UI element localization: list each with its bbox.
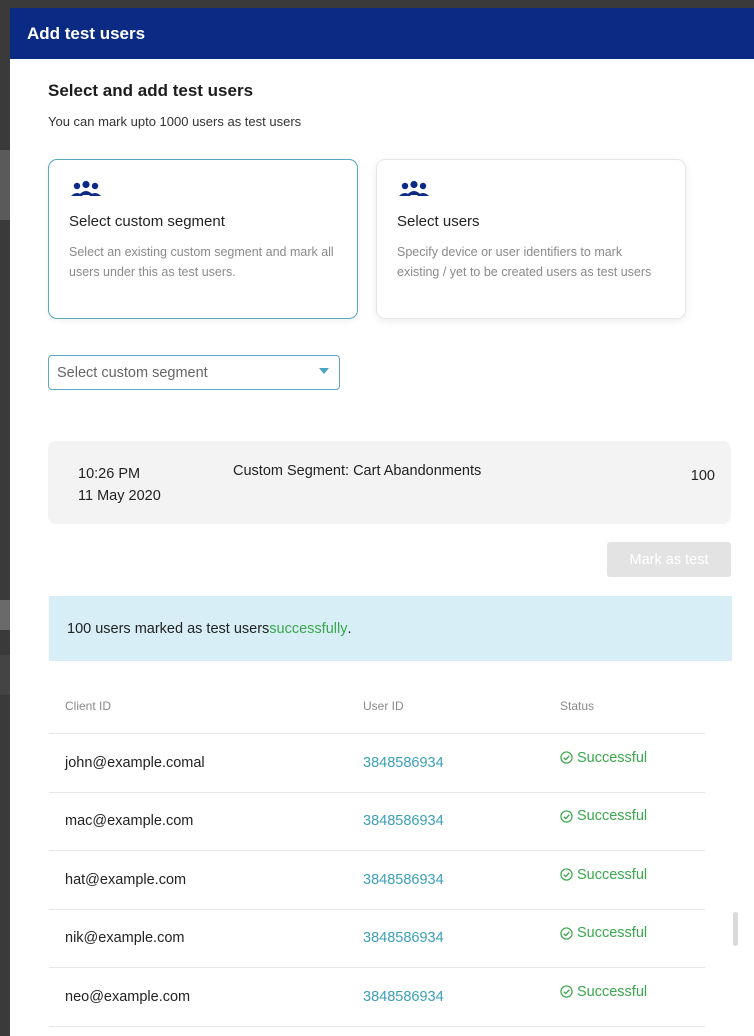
option-title: Select custom segment [69,213,225,230]
column-header-status: Status [560,698,595,713]
client-id-cell: nik@example.com [65,930,185,947]
select-placeholder: Select custom segment [57,364,208,381]
user-id-link[interactable]: 3848586934 [363,813,444,830]
banner-period: . [347,620,352,637]
table-row [49,968,705,1027]
client-id-cell: neo@example.com [65,988,191,1005]
user-id-link[interactable]: 3848586934 [363,988,444,1005]
column-header-user-id: User ID [363,698,404,713]
check-circle-icon [560,868,573,881]
option-description: Specify device or user identifiers to mark existing / yet to be created users as test users [397,245,652,279]
table-header [49,678,705,734]
status-text: Successful [577,808,648,825]
client-id-cell: john@example.comal [65,754,205,771]
client-id-cell: mac@example.com [65,813,194,830]
segment-timestamp [78,463,161,507]
mark-as-test-button[interactable]: Mark as test [607,542,731,577]
status-cell [544,867,647,883]
scrollbar-thumb[interactable] [733,912,738,946]
add-test-users-modal [10,8,754,1036]
segment-user-count: 100 [690,468,715,484]
table-row [49,793,705,852]
status-cell [544,750,647,766]
check-circle-icon [560,810,573,823]
option-card-select-users[interactable] [376,159,686,319]
modal-title: Add test users [27,23,146,43]
modal-header [10,8,754,59]
table-row [49,851,705,910]
user-id-link[interactable]: 3848586934 [363,930,444,947]
test-users-table [49,678,705,1027]
check-circle-icon [560,985,573,998]
caret-down-icon [319,368,329,374]
custom-segment-select[interactable] [48,355,340,390]
status-text: Successful [577,866,648,883]
status-text: Successful [577,983,648,1000]
backdrop-fragment [0,150,10,220]
users-group-icon [397,180,431,202]
success-banner [49,596,732,661]
option-description: Select an existing custom segment and mark all users under this as test users. [69,245,334,279]
backdrop-fragment [0,655,10,695]
status-cell [544,925,647,941]
client-id-cell: hat@example.com [65,871,187,888]
status-text: Successful [577,925,648,942]
selected-segment-row [48,441,731,524]
status-text: Successful [577,749,648,766]
option-title: Select users [397,213,480,230]
segment-time: 10:26 PM [78,466,141,482]
users-group-icon [69,180,103,202]
option-card-custom-segment[interactable] [48,159,358,319]
status-cell [544,808,647,824]
section-title: Select and add test users [48,81,254,100]
check-circle-icon [560,751,573,764]
banner-text: 100 users marked as test users [67,620,270,637]
user-id-link[interactable]: 3848586934 [363,871,444,888]
check-circle-icon [560,927,573,940]
banner-success-word: successfully [269,620,348,637]
table-row [49,734,705,793]
section-subtitle: You can mark upto 1000 users as test users [48,114,302,129]
backdrop-fragment [0,600,10,630]
user-id-link[interactable]: 3848586934 [363,754,444,771]
segment-date: 11 May 2020 [78,488,161,504]
segment-name: Custom Segment: Cart Abandonments [233,463,482,479]
column-header-client-id: Client ID [65,698,112,713]
table-row [49,910,705,969]
status-cell [544,984,647,1000]
